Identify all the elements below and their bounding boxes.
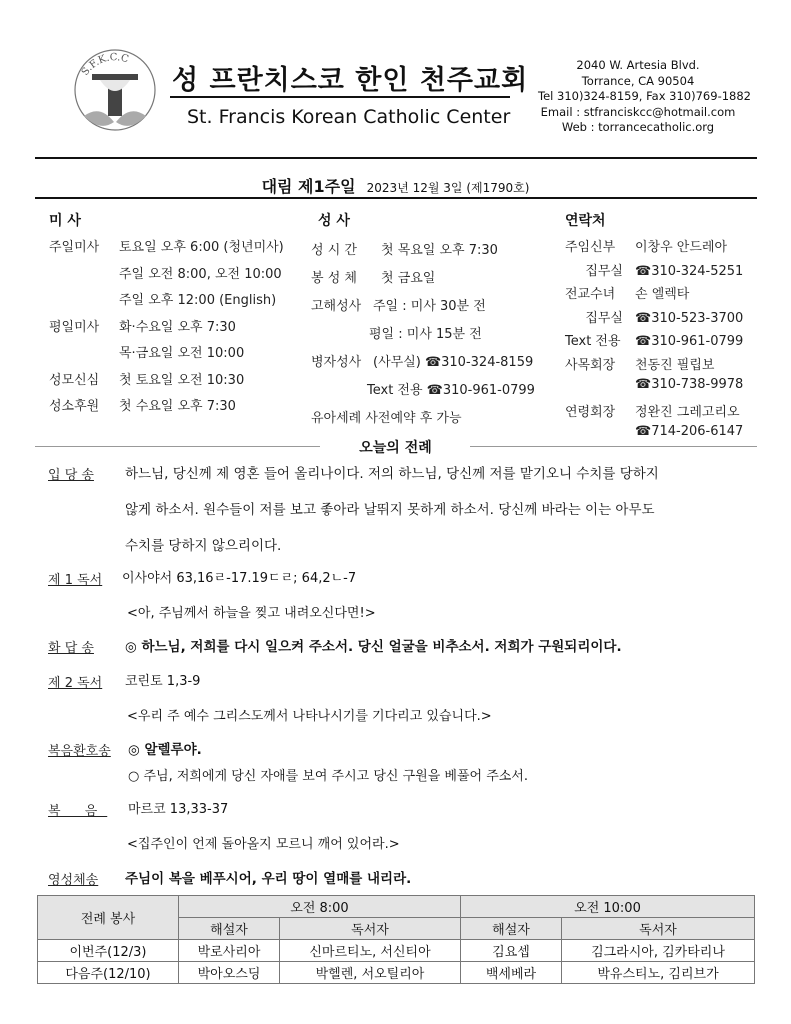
gospel-reference: 마르코 13,33-37: [128, 802, 229, 817]
list-item: 주임신부 이창우 안드레아: [565, 240, 728, 255]
sacraments-schedule: [311, 239, 535, 435]
address-line: Torrance, CA 90504: [581, 73, 695, 88]
gospel-note: <집주인이 언제 돌아올지 모르니 깨어 있어라.>: [127, 837, 400, 852]
header-rule: [35, 157, 757, 159]
parish-title-korean: 성 프란치스코 한인 천주교회: [172, 65, 529, 96]
roster-mass2-header: 오전 10:00: [461, 896, 755, 918]
table-row: [38, 940, 755, 962]
table-cell: 백세베라: [461, 962, 562, 984]
reading1-reference: 이사야서 63,16ㄹ-17.19ㄷㄹ; 64,2ㄴ-7: [122, 571, 357, 586]
roster-title: 전례 봉사: [38, 896, 179, 940]
list-item: 고해성사 주일 : 미사 30분 전: [311, 299, 486, 314]
contacts-heading: 연락처: [565, 213, 606, 229]
list-item: 병자성사 (사무실) ☎310-324-8159: [311, 355, 534, 370]
list-item: 주일 오전 8:00, 오전 10:00: [119, 266, 282, 282]
list-item: Text 전용 ☎310-961-0799: [565, 334, 744, 349]
list-item: 집무실 ☎310-324-5251: [585, 263, 744, 279]
roster-mass1-header: 오전 8:00: [179, 896, 461, 918]
list-item: 사목회장 천동진 필립보: [565, 357, 715, 373]
list-item: 전교수녀 손 엘렉타: [565, 287, 690, 302]
list-item: 성모신심 첫 토요일 오전 10:30: [49, 372, 245, 388]
table-cell: 김그라시아, 김카타리나: [562, 940, 755, 962]
list-item: ☎714-206-6147: [635, 424, 744, 439]
phone-line: Tel 310)324-8159, Fax 310)769-1882: [538, 89, 751, 103]
alleluia-label: 복음환호송: [48, 744, 111, 759]
list-item: 주일 오후 12:00 (English): [119, 293, 277, 308]
sacraments-heading: 성 사: [318, 213, 350, 229]
parish-title-english: St. Francis Korean Catholic Center: [187, 106, 511, 128]
list-item: ☎310-738-9978: [635, 377, 744, 392]
list-item: 집무실 ☎310-523-3700: [585, 310, 744, 326]
reading1-label: 제 1 독서: [48, 573, 103, 588]
web-line[interactable]: Web : torrancecatholic.org: [561, 120, 715, 134]
ministry-roster-table: [37, 895, 755, 984]
list-item: 목·금요일 오전 10:00: [119, 346, 245, 361]
list-item: 주일미사 토요일 오후 6:00 (청년미사): [49, 240, 284, 255]
liturgy-heading: 오늘의 전례: [359, 440, 432, 456]
entrance-label: 입 당 송: [48, 468, 94, 483]
table-cell: 다음주(12/10): [38, 962, 179, 984]
communion-text: 주님이 복을 베푸시어, 우리 땅이 열매를 내리라.: [125, 871, 412, 887]
table-cell: 박헬렌, 서오틸리아: [280, 962, 461, 984]
contact-address-block: [538, 58, 751, 136]
address-line: 2040 W. Artesia Blvd.: [576, 58, 700, 72]
list-item: Text 전용 ☎310-961-0799: [367, 383, 535, 398]
alleluia-verse: ○ 주님, 저희에게 당신 자애를 보여 주시고 당신 구원을 베풀어 주소서.: [128, 769, 528, 784]
list-item: 성소후원 첫 수요일 오후 7:30: [49, 399, 236, 414]
list-item: 연령회장 정완진 그레고리오: [565, 404, 740, 420]
table-cell: 박로사리아: [179, 940, 280, 962]
issue-date: 2023년 12월 3일 (제1790호): [366, 181, 530, 195]
title-divider: [170, 96, 510, 98]
reading2-label: 제 2 독서: [48, 676, 103, 691]
table-cell: 신마르티노, 서신티아: [280, 940, 461, 962]
table-cell: 박아오스딩: [179, 962, 280, 984]
column-header: 해설자: [461, 918, 562, 940]
gospel-label: 복 음: [48, 804, 108, 819]
svg-text:†: †: [126, 99, 131, 109]
mass-heading: 미 사: [49, 213, 81, 229]
entrance-text-line: 않게 하소서. 원수들이 저를 보고 좋아라 날뛰지 못하게 하소서. 당신께 바라는 이는 아무도: [125, 502, 655, 518]
reading2-reference: 코린토 1,3-9: [125, 674, 201, 689]
psalm-text: ◎ 하느님, 저희를 다시 일으켜 주소서. 당신 얼굴을 비추소서. 저희가 구원되리이다.: [125, 639, 622, 655]
logo-text: S.F.K.C.C: [79, 52, 130, 78]
parish-logo: [70, 44, 160, 144]
list-item: 성 시 간 첫 목요일 오후 7:30: [311, 243, 498, 258]
issue-title: 대림 제1주일: [261, 177, 356, 196]
list-item: 봉 성 체 첫 금요일: [311, 271, 436, 286]
psalm-label: 화 답 송: [48, 641, 94, 656]
table-cell: 박유스티노, 김리브가: [562, 962, 755, 984]
issue-heading: [0, 174, 791, 197]
reading1-note: <아, 주님께서 하늘을 찢고 내려오신다면!>: [127, 606, 376, 621]
mass-schedule: [49, 236, 284, 422]
column-header: 독서자: [280, 918, 461, 940]
alleluia-text: ◎ 알렐루야.: [128, 742, 202, 758]
communion-label: 영성체송: [48, 873, 99, 888]
entrance-text-line: 하느님, 당신께 제 영혼 들어 올리나이다. 저의 하느님, 당신께 저를 맡기오니 수치를 당하지: [125, 466, 659, 482]
email-line[interactable]: Email : stfranciskcc@hotmail.com: [540, 104, 736, 119]
column-header: 해설자: [179, 918, 280, 940]
list-item: 유아세례 사전예약 후 가능: [311, 411, 462, 426]
svg-text:S.F.K.C.C: [80, 52, 130, 78]
column-header: 독서자: [562, 918, 755, 940]
table-row: [38, 962, 755, 984]
list-item: 평일미사 화·수요일 오후 7:30: [49, 319, 236, 335]
svg-text:†: †: [98, 99, 103, 109]
table-cell: 이번주(12/3): [38, 940, 179, 962]
list-item: 평일 : 미사 15분 전: [369, 327, 482, 342]
contacts-list: [565, 236, 743, 448]
table-cell: 김요셉: [461, 940, 562, 962]
issue-rule: [35, 197, 757, 199]
entrance-text-line: 수치를 당하지 않으리이다.: [125, 538, 282, 554]
reading2-note: <우리 주 예수 그리스도께서 나타나시기를 기다리고 있습니다.>: [127, 709, 492, 724]
